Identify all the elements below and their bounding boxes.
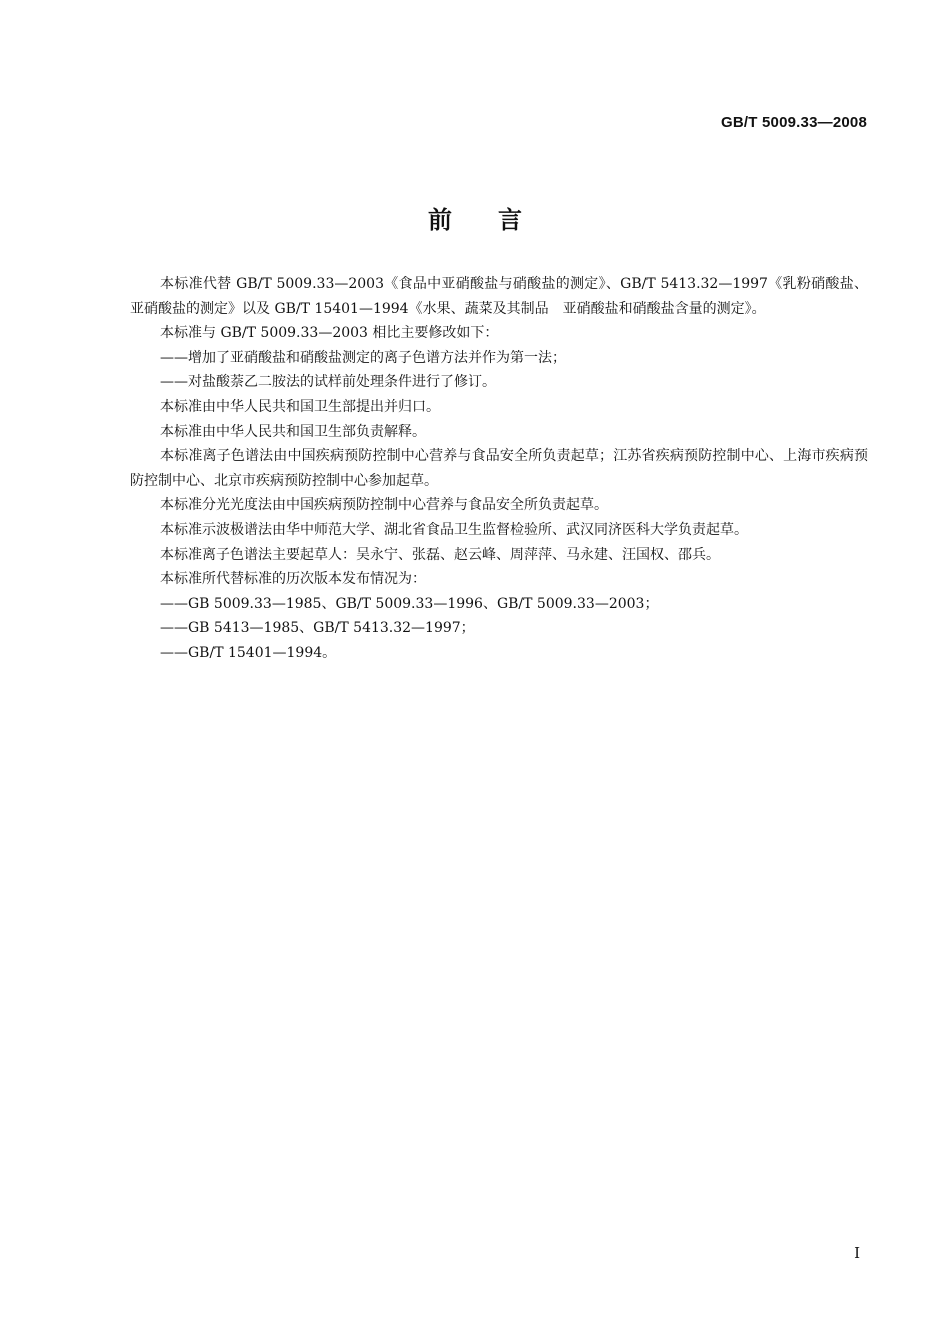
paragraph-polaro-drafting: 本标准示波极谱法由华中师范大学、湖北省食品卫生监督检验所、武汉同济医科大学负责起草。 — [160, 521, 748, 538]
page-number: I — [854, 1244, 860, 1262]
list-item-change-2: ——对盐酸萘乙二胺法的试样前处理条件进行了修订。 — [160, 374, 496, 391]
page-title: 前言 — [428, 205, 568, 234]
standard-number: GB/T 5009.33—2008 — [721, 114, 867, 131]
paragraph-history-intro: 本标准所代替标准的历次版本发布情况为： — [160, 571, 426, 588]
paragraph-drafters: 本标准离子色谱法主要起草人：吴永宁、张磊、赵云峰、周萍萍、马永建、汪国权、邵兵。 — [160, 546, 720, 563]
paragraph-proposed-by: 本标准由中华人民共和国卫生部提出并归口。 — [160, 398, 440, 415]
list-item-history-1: ——GB 5009.33—1985、GB/T 5009.33—1996、GB/T 5009.33—2003； — [160, 595, 659, 612]
list-item-history-3: ——GB/T 15401—1994。 — [160, 644, 337, 661]
paragraph-replaces: 本标准代替 GB/T 5009.33—2003《食品中亚硝酸盐与硝酸盐的测定》、GB/T 5413.32—1997《乳粉硝酸盐、亚硝酸盐的测定》以及 GB/T 15401—1994《水果、蔬菜及其制品 亚硝酸盐和硝酸盐含量的测定》。 — [130, 276, 868, 317]
foreword-body — [130, 272, 868, 666]
paragraph-interpreted-by: 本标准由中华人民共和国卫生部负责解释。 — [160, 423, 426, 440]
paragraph-ic-drafting: 本标准离子色谱法由中国疾病预防控制中心营养与食品安全所负责起草；江苏省疾病预防控制中心、上海市疾病预防控制中心、北京市疾病预防控制中心参加起草。 — [130, 448, 868, 489]
list-item-history-2: ——GB 5413—1985、GB/T 5413.32—1997； — [160, 620, 475, 637]
paragraph-changes-intro: 本标准与 GB/T 5009.33—2003 相比主要修改如下： — [160, 325, 499, 342]
paragraph-spectro-drafting: 本标准分光光度法由中国疾病预防控制中心营养与食品安全所负责起草。 — [160, 497, 608, 514]
list-item-change-1: ——增加了亚硝酸盐和硝酸盐测定的离子色谱方法并作为第一法； — [160, 349, 566, 366]
